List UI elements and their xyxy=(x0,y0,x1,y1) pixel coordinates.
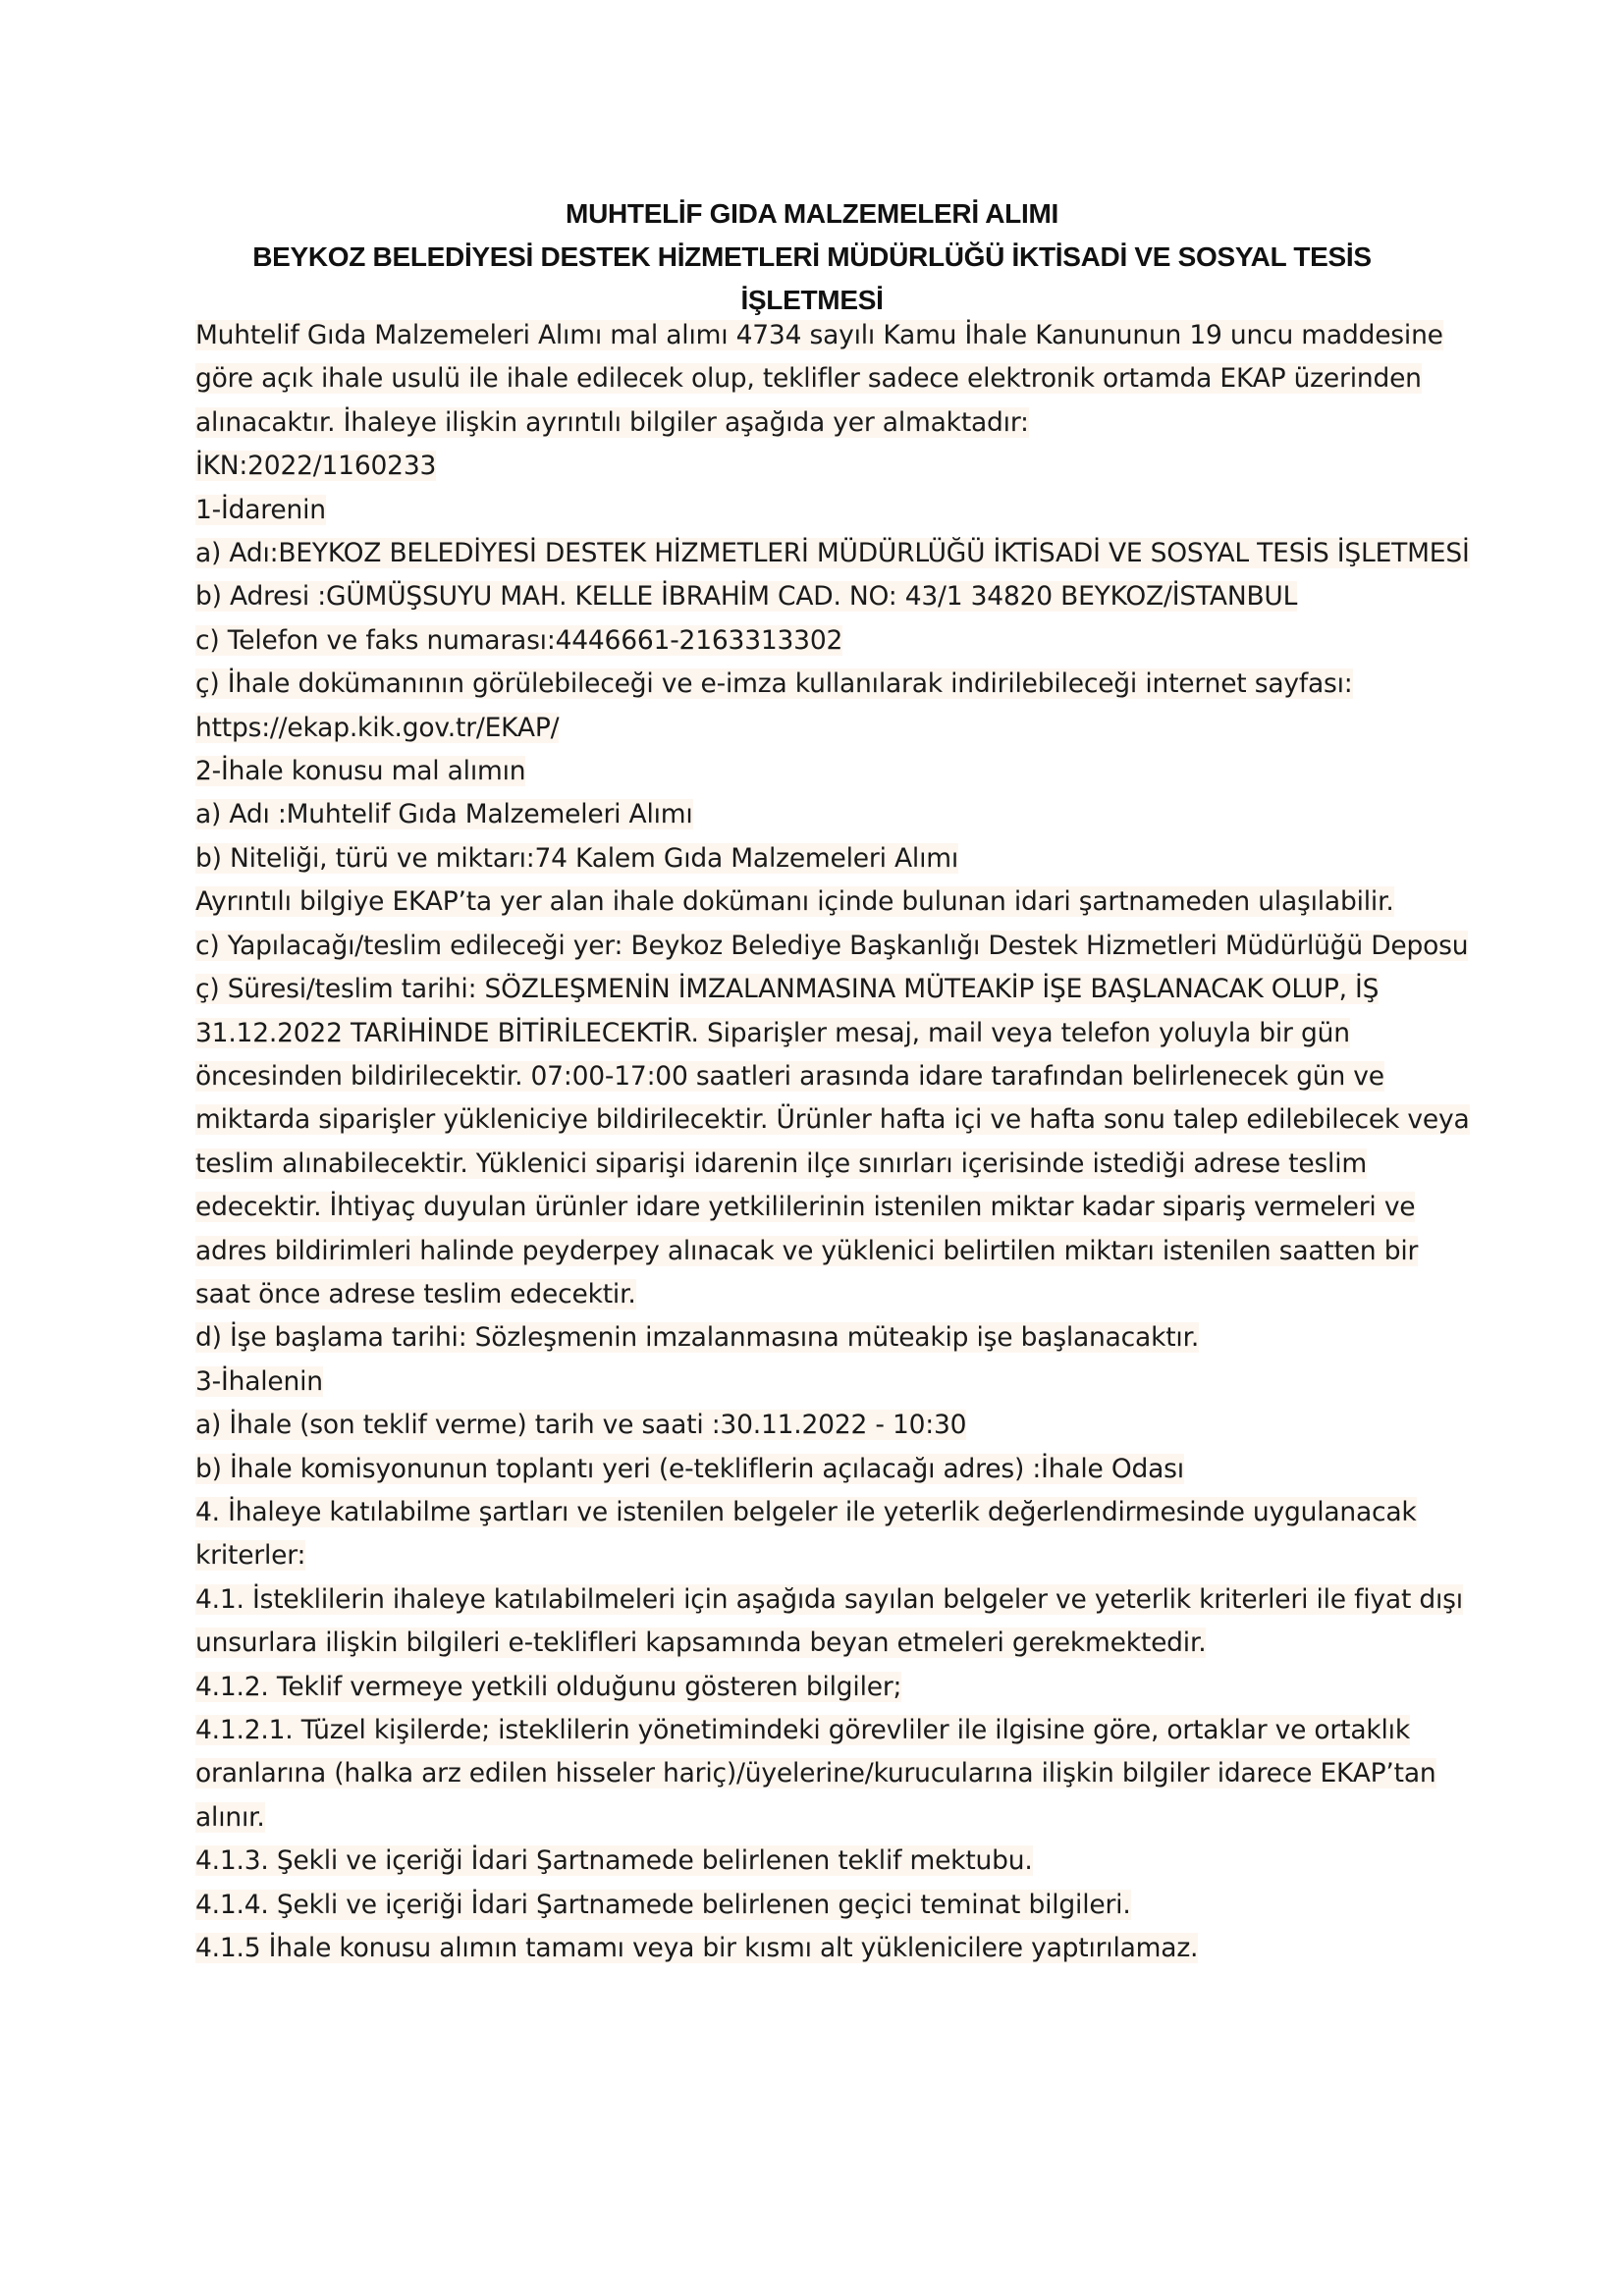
section-4-1-4: 4.1.4. Şekli ve içeriği İdari Şartnamede belirlenen geçici teminat bilgileri. xyxy=(195,1889,1131,1920)
section-2-heading: 2-İhale konusu mal alımın xyxy=(195,756,526,787)
section-3-meeting-place: b) İhale komisyonunun toplantı yeri (e-tekliflerin açılacağı adres) :İhale Odası xyxy=(195,1453,1184,1484)
document-subtitle: BEYKOZ BELEDİYESİ DESTEK HİZMETLERİ MÜDÜRLÜĞÜ İKTİSADİ VE SOSYAL TESİS xyxy=(252,241,1372,272)
document-subtitle-continued: İŞLETMESİ xyxy=(740,285,884,315)
section-4-1-2-1: 4.1.2.1. Tüzel kişilerde; isteklilerin yönetimindeki görevliler ile ilgisine göre, ortaklar ve ortaklık oranlarına (halka arz edilen hisseler hariç)/üyelerine/kurucularına ilişkin bilgiler idarece EKAP’tan alınır. xyxy=(195,1715,1436,1833)
section-4-1: 4.1. İsteklilerin ihaleye katılabilmeleri için aşağıda sayılan belgeler ve yeterlik kriterleri ile fiyat dışı unsurlara ilişkin bilgileri e-teklifleri kapsamında beyan etmeleri gerekmektedir. xyxy=(195,1583,1463,1659)
section-4-1-5: 4.1.5 İhale konusu alımın tamamı veya bir kısmı alt yüklenicilere yaptırılamaz. xyxy=(195,1933,1199,1964)
section-2-name: a) Adı :Muhtelif Gıda Malzemeleri Alımı xyxy=(195,799,693,830)
section-2-quantity: b) Niteliği, türü ve miktarı:74 Kalem Gıda Malzemeleri Alımı xyxy=(195,842,959,874)
document-body xyxy=(195,314,1472,1970)
section-2-delivery-place: c) Yapılacağı/teslim edileceği yer: Beykoz Belediye Başkanlığı Destek Hizmetleri Müdürlüğü Deposu xyxy=(195,930,1469,961)
section-1-heading: 1-İdarenin xyxy=(195,494,326,525)
section-1-name: a) Adı:BEYKOZ BELEDİYESİ DESTEK HİZMETLERİ MÜDÜRLÜĞÜ İKTİSADİ VE SOSYAL TESİS İŞLETMESİ xyxy=(195,538,1470,569)
section-4-1-2: 4.1.2. Teklif vermeye yetkili olduğunu gösteren bilgiler; xyxy=(195,1671,902,1702)
section-2-start-date: d) İşe başlama tarihi: Sözleşmenin imzalanmasına müteakip işe başlanacaktır. xyxy=(195,1322,1200,1354)
ekap-link[interactable]: https://ekap.kik.gov.tr/EKAP/ xyxy=(195,712,560,743)
section-4-heading: 4. İhaleye katılabilme şartları ve istenilen belgeler ile yeterlik değerlendirmesinde uygulanacak kriterler: xyxy=(195,1496,1417,1572)
section-2-note: Ayrıntılı bilgiye EKAP’ta yer alan ihale dokümanı içinde bulunan idari şartnameden ulaşılabilir. xyxy=(195,886,1394,918)
section-3-date-time: a) İhale (son teklif verme) tarih ve saati :30.11.2022 - 10:30 xyxy=(195,1410,967,1441)
ikn-line: İKN:2022/1160233 xyxy=(195,451,437,482)
section-2-duration: ç) Süresi/teslim tarihi: SÖZLEŞMENİN İMZALANMASINA MÜTEAKİP İŞE BAŞLANACAK OLUP, İŞ 31.12.2022 TARİHİNDE BİTİRİLECEKTİR. Siparişler mesaj, mail veya telefon yoluyla bir gün öncesinden bildirilecektir. 07:00-17:00 saatleri arasında idare tarafından belirlenecek gün ve miktarda siparişler yükleniciye bildirilecektir. Ürünler hafta içi ve hafta sonu talep edilebilecek veya teslim alınabilecektir. Yüklenici siparişi idarenin ilçe sınırları içerisinde istediği adrese teslim edecektir. İhtiyaç duyulan ürünler idare yetkililerinin istenilen miktar kadar sipariş vermeleri ve adres bildirimleri halinde peyderpey alınacak ve yüklenici belirtilen miktarı istenilen saatten bir saat önce adrese teslim edecektir. xyxy=(195,974,1470,1309)
document-title: MUHTELİF GIDA MALZEMELERİ ALIMI xyxy=(566,198,1058,229)
section-4-1-3: 4.1.3. Şekli ve içeriği İdari Şartnamede belirlenen teklif mektubu. xyxy=(195,1845,1033,1877)
section-1-website: ç) İhale dokümanının görülebileceği ve e-imza kullanılarak indirilebileceği internet sayfası:https://ekap.kik.gov.tr/EKAP/ xyxy=(195,668,1353,743)
section-1-address: b) Adresi :GÜMÜŞSUYU MAH. KELLE İBRAHİM CAD. NO: 43/1 34820 BEYKOZ/İSTANBUL xyxy=(195,581,1298,613)
document-title-block xyxy=(147,192,1477,322)
section-3-heading: 3-İhalenin xyxy=(195,1365,323,1397)
section-1-phone: c) Telefon ve faks numarası:4446661-2163313302 xyxy=(195,624,843,656)
intro-paragraph: Muhtelif Gıda Malzemeleri Alımı mal alımı 4734 sayılı Kamu İhale Kanununun 19 uncu maddesine göre açık ihale usulü ile ihale edilecek olup, teklifler sadece elektronik ortamda EKAP üzerinden alınacaktır. İhaleye ilişkin ayrıntılı bilgiler aşağıda yer almaktadır: xyxy=(195,320,1443,438)
